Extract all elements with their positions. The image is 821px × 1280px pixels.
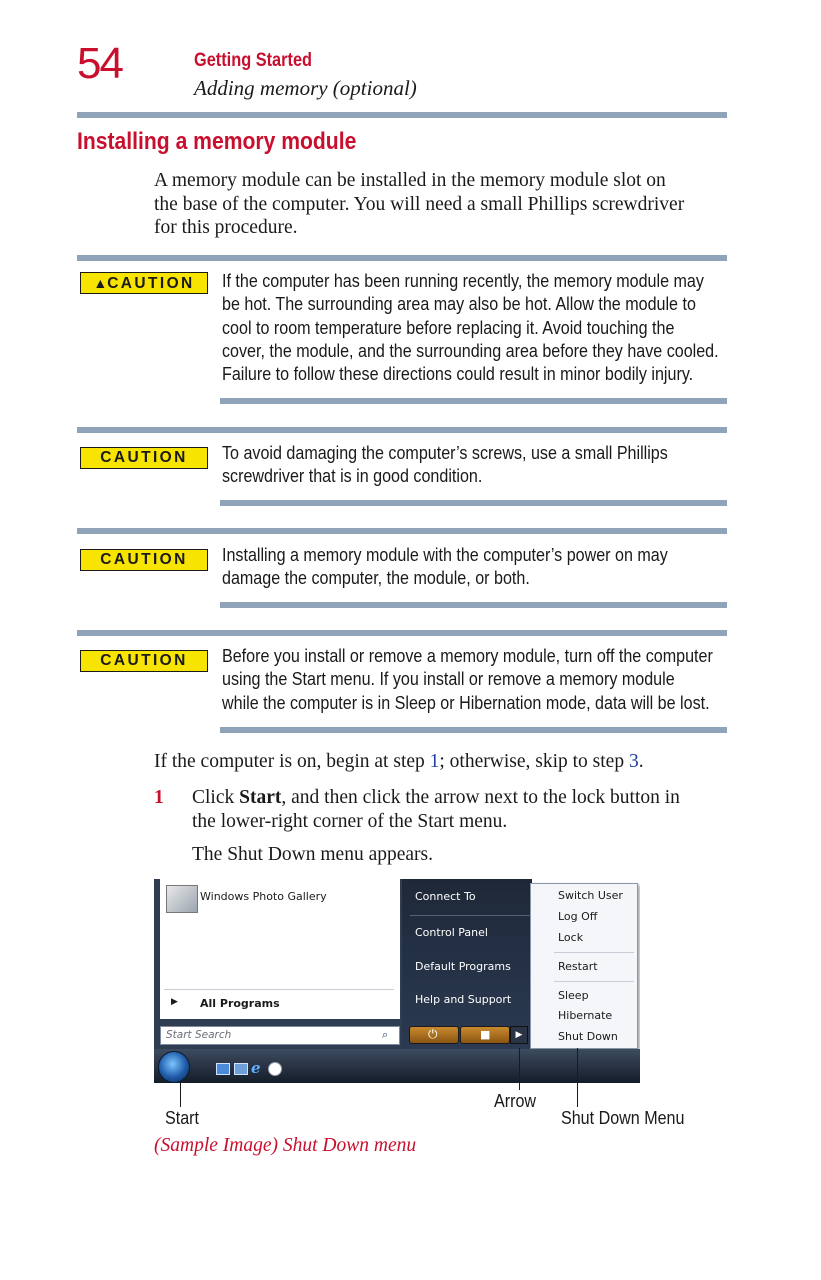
caution-badge: CAUTION — [80, 650, 208, 672]
menu-item-default-programs[interactable]: Default Programs — [415, 960, 511, 973]
caution-badge: CAUTION — [80, 447, 208, 469]
lock-button[interactable] — [460, 1026, 510, 1044]
caution-line: damage the computer, the module, or both. — [222, 567, 530, 589]
caution-line: If the computer has been running recently, the memory module may — [222, 270, 704, 291]
start-menu-screenshot — [154, 879, 640, 1083]
step-text: Click Start, and then click the arrow next to the lock button in the lower-right corner of the Start menu. — [192, 787, 680, 832]
caution-bottom-rule — [220, 602, 727, 608]
caution-top-rule — [77, 630, 727, 636]
submenu-item-log-off[interactable]: Log Off — [558, 910, 598, 923]
caution-top-rule — [77, 427, 727, 433]
triangle-right-icon: ▶ — [171, 997, 178, 1007]
power-button[interactable] — [409, 1026, 459, 1044]
caution-line: while the computer is in Sleep or Hibernation mode, data will be lost. — [222, 691, 710, 713]
caution-line: be hot. The surrounding area may also be hot. Allow the module to — [222, 293, 696, 315]
submenu-item-hibernate[interactable]: Hibernate — [558, 1009, 613, 1022]
caution-line: screwdriver that is in good condition. — [222, 465, 483, 487]
caution-top-rule — [77, 255, 727, 261]
caution-bottom-rule — [220, 398, 727, 404]
caution-text — [222, 269, 719, 385]
submenu-item-restart[interactable]: Restart — [558, 960, 598, 973]
figure-caption: (Sample Image) Shut Down menu — [154, 1135, 417, 1156]
callout-shutdown-menu: Shut Down Menu — [561, 1107, 685, 1128]
search-placeholder: Start Search — [166, 1029, 232, 1041]
instruction-paragraph: If the computer is on, begin at step 1; otherwise, skip to step 3. — [154, 751, 644, 772]
caution-line: Installing a memory module with the computer’s power on may — [222, 544, 668, 565]
intro-line: for this procedure. — [154, 217, 298, 238]
section-title: Installing a memory module — [77, 128, 357, 155]
step-result: The Shut Down menu appears. — [192, 844, 433, 865]
caution-text — [222, 543, 709, 590]
start-keyword: Start — [239, 787, 282, 808]
callout-line-shutdown-menu — [577, 1048, 578, 1107]
lock-icon: ■ — [480, 1028, 491, 1041]
header-rule — [77, 112, 727, 118]
caution-bottom-rule — [220, 727, 727, 733]
submenu-item-shut-down[interactable]: Shut Down — [558, 1030, 618, 1043]
caution-line: To avoid damaging the computer’s screws, use a small Phillips — [222, 442, 668, 463]
intro-line: A memory module can be installed in the memory module slot on — [154, 170, 666, 191]
divider — [410, 915, 530, 916]
caution-bottom-rule — [220, 500, 727, 506]
caution-line: cover, the module, and the surrounding area before they have cooled. — [222, 339, 719, 361]
divider — [554, 981, 634, 982]
caution-text — [222, 441, 709, 488]
subchapter-title: Adding memory (optional) — [194, 76, 417, 100]
internet-explorer-icon[interactable]: e — [251, 1059, 261, 1077]
divider — [164, 989, 394, 990]
callout-start: Start — [165, 1107, 199, 1128]
caution-line: cool to room temperature before replacing it. Avoid touching the — [222, 316, 675, 338]
callout-line-arrow — [519, 1048, 520, 1090]
callout-arrow: Arrow — [494, 1090, 537, 1111]
media-player-icon[interactable] — [268, 1062, 282, 1076]
menu-item-control-panel[interactable]: Control Panel — [415, 926, 488, 939]
shutdown-arrow-button[interactable] — [510, 1026, 528, 1044]
caution-line: using the Start menu. If you install or remove a memory module — [222, 668, 675, 690]
menu-item-help-and-support[interactable]: Help and Support — [415, 993, 512, 1006]
caution-badge: CAUTION — [80, 549, 208, 571]
photo-gallery-icon — [166, 885, 198, 913]
page-number: 54 — [77, 39, 122, 88]
switch-windows-icon[interactable] — [234, 1063, 248, 1075]
submenu-item-lock[interactable]: Lock — [558, 931, 584, 944]
menu-item-connect-to[interactable]: Connect To — [415, 890, 476, 903]
caution-line: Before you install or remove a memory module, turn off the computer — [222, 645, 713, 666]
start-orb-button[interactable] — [158, 1051, 190, 1083]
all-programs-item[interactable]: All Programs — [200, 997, 280, 1010]
step-1-link[interactable]: 1 — [429, 751, 440, 772]
submenu-item-sleep[interactable]: Sleep — [558, 989, 589, 1002]
caution-line: Failure to follow these directions could result in minor bodily injury. — [222, 363, 694, 385]
caution-top-rule — [77, 528, 727, 534]
search-icon: ⌕ — [382, 1028, 389, 1041]
pinned-program-item[interactable]: Windows Photo Gallery — [200, 890, 327, 903]
divider — [554, 952, 634, 953]
intro-paragraph — [154, 169, 684, 240]
show-desktop-icon[interactable] — [216, 1063, 230, 1075]
intro-line: the base of the computer. You will need a small Phillips screwdriver — [154, 193, 685, 215]
submenu-item-switch-user[interactable]: Switch User — [558, 889, 623, 902]
step-number: 1 — [154, 787, 164, 808]
callout-line-start — [180, 1083, 181, 1107]
warning-triangle-icon: ▲ — [93, 275, 108, 291]
step-3-link[interactable]: 3 — [628, 751, 639, 772]
power-icon: ⏻ — [428, 1027, 438, 1041]
chevron-right-icon: ▶ — [515, 1030, 523, 1040]
chapter-title: Getting Started — [194, 50, 313, 71]
caution-badge: ▲CAUTION — [80, 272, 208, 294]
caution-text — [222, 644, 713, 714]
